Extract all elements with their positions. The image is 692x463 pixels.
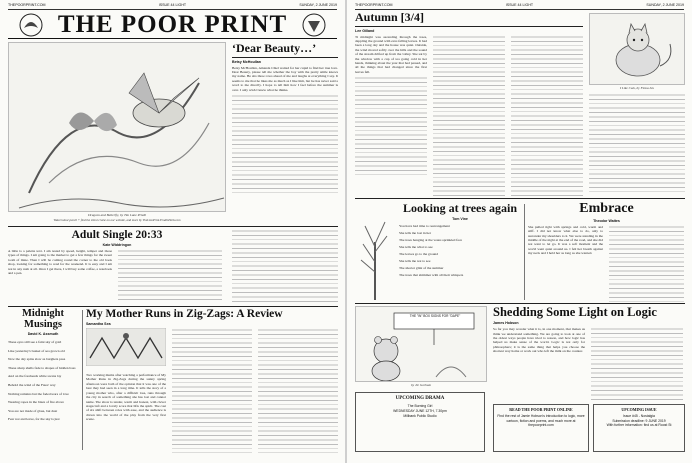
read-online-title: READ THE POOR PRINT ONLINE [509, 407, 573, 412]
read-online-text: Find the rest of Jamie Hobson's introduction to logic, more cartoon, fiction and poems, and much more at thepoorprint.com [497, 414, 585, 428]
looking-trees-title: Looking at trees again [402, 202, 518, 215]
poem-line: These sharp shells fade to shapes of hidden bass [8, 365, 76, 370]
autumn-text-col3 [511, 35, 583, 197]
shedding-light-text: So far you may wonder what it is, in one moment, that makes us think we understand something. We are going to look at one of the oldest ways people have tried to reason, and how logic has helped us make sense of the world. Logic is not only for philosophers; it is the same thing that helps you choose the shortest way home or work out who left the milk on the counter. [493, 327, 585, 354]
embrace-text-col2 [609, 225, 684, 302]
header-site[interactable]: THEPOORPRINT.COM [355, 3, 393, 7]
poem-line: These eyes still see a faint sky of gold [8, 340, 62, 345]
adult-single-text: A little is a palette text. I am tested by speed, height, temper and those types of things. I am going to the market to get a few things for the sweet tooth of mine. Then I will be coming round the corner to the old book shop, looking for something to read for the weekend. It is easy and I am not in any rush at all. Once I get there, I will buy some coffee, a notebook and a pen. [8, 249, 112, 276]
looking-trees-byline: Tom Vine [452, 216, 468, 221]
poem-line: Wearing ropes in the blaze of fire above [8, 400, 64, 405]
poem-line: She tells me lost in her [399, 230, 431, 235]
embrace-story [528, 202, 685, 302]
shedding-light-title: Shedding Some Light on Logic [493, 306, 657, 319]
header-issue: ISSUE 44 LIGHT [505, 3, 534, 7]
upcoming-issue-title: UPCOMING ISSUE [621, 407, 657, 412]
dragon-crest-icon [18, 12, 44, 38]
section-rule [355, 303, 685, 305]
adult-single-article [8, 229, 226, 304]
poem-line: Like yesterday's basket of sea grown old [8, 348, 65, 353]
upcoming-drama-line: The Burning Girl [407, 404, 433, 409]
divider [355, 26, 583, 27]
divider [232, 57, 338, 58]
zigzags-byline: Samantha Sea [86, 322, 111, 327]
poem-line: Now the day spins slow as burghers pass [8, 357, 66, 362]
autumn-text-col2 [433, 35, 505, 197]
adult-single-text-continued [118, 249, 222, 301]
autumn-text: Ti midnight was ascending through the trees, dappling the ground with ever-falling leaves. It had been a long day and the house was quiet. Outside, the wind moved softly over the hills and the sound of the stream drifted up from the valley. She sat by the window with a cup of tea going cold in her hands, thinking about the year that had passed, and all the things that had changed since the first leaves fell. [355, 34, 427, 74]
cat-illustration [589, 13, 685, 85]
autumn-text-col4 [589, 93, 685, 193]
looking-trees-poem [399, 202, 521, 302]
section-rule [8, 226, 338, 228]
upcoming-drama-line: WEDNESDAY JUNE 12TH, 7.30pm [393, 409, 447, 414]
poem-line: The shorter glint of the summer [399, 265, 444, 270]
poem-line: She tells me what to see [399, 244, 433, 249]
left-page-header [8, 3, 337, 10]
dear-beauty-title: ‘Dear Beauty…’ [232, 42, 317, 55]
header-date: SUNDAY, 2 JUNE 2019 [299, 3, 337, 7]
cat-caption: I Like Cats, by Fiona Liu [619, 86, 655, 90]
poem-line: And on the foreheads white swans lay [8, 374, 62, 379]
autumn-text-continued [355, 76, 427, 176]
dear-beauty-text: Betsy McHoullan, Amanda Chiel waited for her cupid to find her true love. Dear Beauty, please tell me whether the boy with the pretty smile knows my name. He sits three rows ahead of me and laughs at everything I say. It seems to me that he likes me as much as I like him, but he has never said a word to me directly. I hope to tell him how I feel before the summer is over. I only wish I knew what he thinks. [232, 65, 338, 92]
embrace-title: Embrace [579, 202, 634, 216]
read-online-box[interactable] [493, 404, 589, 452]
masthead [8, 11, 337, 39]
tree-illustration [355, 202, 395, 302]
upcoming-issue-line: With further information: find us at Roost St [606, 423, 672, 428]
poem-line: You are not made of glass, but dust [8, 408, 58, 413]
upcoming-issue-box [593, 404, 685, 452]
section-rule [355, 198, 685, 200]
shedding-light-article [493, 306, 685, 402]
poem-line: The leaves go to the ground [399, 251, 438, 256]
upcoming-drama-box [355, 392, 485, 452]
midnight-musings-title: Midnight Musings [21, 308, 64, 331]
zigzags-review [86, 308, 338, 455]
hero-caption-2: Watercolour pencil + find the silent cruise on our website, and more by TheLionPrint.EruditeWeb.com [53, 218, 181, 222]
header-site[interactable]: THEPOORPRINT.COM [8, 3, 46, 7]
masthead-title: THE POOR PRINT [57, 10, 288, 38]
dear-beauty-text-continued [232, 94, 338, 194]
midnight-musings-poem [8, 308, 78, 453]
zigzags-text-col3 [258, 328, 338, 453]
hero-caption: Dragons and Butterfly, by Tim Lane Priedl [87, 213, 147, 217]
autumn-title: Autumn [3/4] [355, 11, 425, 24]
cat-drawing [590, 14, 685, 85]
upcoming-issue-line: Submission deadline: 9 JUNE 2019 [612, 418, 666, 423]
poem-line: Fear not and leave, for the sky is just [8, 417, 60, 422]
bear-caption: by Jie Gorham [410, 383, 432, 387]
poem-line: Behold the wind of the Fates' way [8, 383, 56, 387]
adult-single-byline: Kate Widdringon [102, 243, 132, 248]
zigzags-text: Two working mums after watching a performance of My Mother Runs in Zig-Zags during the sunny spring afternoon were both of the opinion that it was one of the best they had seen in a long time. It tells the story of a young mother who, after a difficult loss, runs through the city in search of something she has lost and cannot name. The show is tender, warm and honest, with clever stagecraft and a lovely score that lifts the spirit. The cast of six shift between roles with ease, and the audience is drawn into the world of the play from the very first scene. [86, 373, 166, 422]
header-date: SUNDAY, 2 JUNE 2019 [646, 3, 684, 7]
right-page [347, 0, 692, 463]
zigzags-text-col2 [172, 328, 252, 453]
crest-icon [301, 12, 327, 38]
header-issue: ISSUE 44 LIGHT [158, 3, 187, 7]
dear-beauty-article [232, 42, 338, 227]
midnight-musings-byline: David K. Assmuth [27, 332, 59, 337]
dragon-butterfly-illustration [9, 43, 226, 212]
upcoming-issue-line: Issue #45 - Nostalgia [623, 414, 655, 419]
column-rule [524, 204, 525, 300]
upcoming-drama-line: Millbank Public Studio [403, 414, 437, 419]
poem-line: Nothing remains but the faded tears of love [8, 391, 69, 396]
poem-line: The trees hanging at the water-sprinkled face [399, 237, 463, 242]
embrace-byline: Theodor Waites [593, 218, 620, 223]
autumn-story [355, 11, 583, 197]
upcoming-drama-title: UPCOMING DRAMA [395, 396, 445, 401]
column-rule [82, 310, 83, 450]
shedding-light-text-col2 [591, 327, 683, 401]
adult-single-title: Adult Single 20:33 [71, 229, 163, 241]
shedding-light-byline: James Hobson [493, 321, 519, 326]
continued-column [232, 229, 338, 304]
embrace-text: She pulled tight with springs and cold, warm and stiff. I did not know what else to do, only to surrender my shoulders to it. We were standing in the middle of the night at the end of the road, and she did not want to let go. It was a soft moment and the world went quiet around us. I felt her breath against my neck and I held her as long as she wanted. [528, 224, 603, 256]
cartoon-sign-text: THE "IN" BOX SIGNS FOR "DAPE" [409, 314, 461, 318]
zigzags-title: My Mother Runs in Zig-Zags: A Review [86, 308, 283, 320]
tree-drawing [355, 202, 395, 302]
poem-line: The trees that shimmer with all their whispers [399, 272, 464, 277]
left-page [0, 0, 345, 463]
poem-line: You have had time to rearrangement [399, 223, 450, 228]
right-page-header [355, 3, 684, 10]
hero-illustration [8, 42, 226, 212]
dear-beauty-byline: Betsy McHoullan [232, 59, 261, 64]
poem-line: She tells me not to see [399, 258, 431, 263]
autumn-byline: Lee Gilland [355, 28, 375, 33]
zigzags-poster-image [86, 328, 166, 366]
